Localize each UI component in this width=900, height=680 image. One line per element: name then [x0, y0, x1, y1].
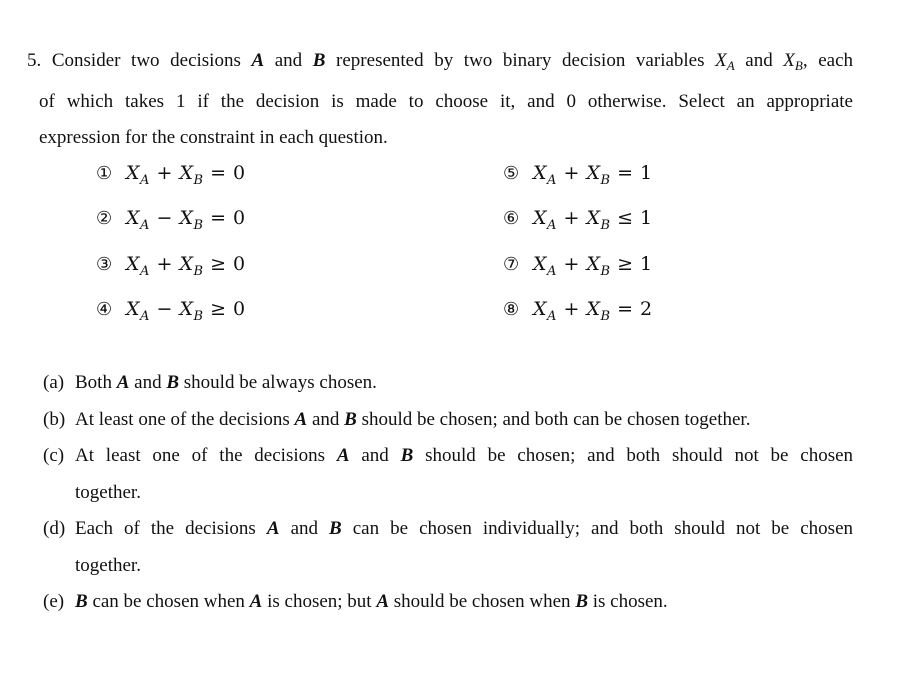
option-number: ⑤ [503, 163, 520, 184]
question-label: (b) [43, 408, 66, 430]
problem-number: 5. [27, 50, 42, 71]
option-number: ⑧ [503, 299, 520, 320]
question-label: (a) [43, 372, 65, 393]
problem-line-1: 5. Consider two decisions A and B represented by two binary decision variables $X_A$ and $X_B$, each [27, 50, 854, 73]
problem-line-2: of which takes 1 if the decision is made to choose it, and 0 otherwise. Select an appropriate [39, 91, 853, 112]
option-7: ⑦ $X_A + X_B \ge 1$ [503, 249, 653, 287]
question-b: (b) At least one of the decisions A and B should be chosen; and both can be chosen together. [43, 402, 853, 439]
question-d: (d) Each of the decisions A and B can be chosen individually; and both should not be chosen together. [43, 511, 853, 584]
option-8: ⑧ $X_A + X_B = 2$ [503, 294, 653, 332]
question-label: (e) [43, 591, 65, 612]
question-e: (e) B can be chosen when A is chosen; but A should be chosen when B is chosen. [43, 584, 853, 621]
question-label: (c) [43, 445, 65, 466]
option-number: ④ [96, 299, 113, 320]
option-4: ④ $X_A - X_B \ge 0$ [96, 294, 246, 332]
option-number: ② [96, 208, 113, 229]
problem-statement [27, 43, 853, 156]
problem-line-3: expression for the constraint in each question. [39, 127, 388, 148]
var-xa: $X_A$ [715, 50, 735, 73]
var-xb: $X_B$ [783, 50, 803, 73]
option-number: ⑥ [503, 208, 520, 229]
option-number: ③ [96, 254, 113, 275]
decision-a: A [251, 50, 265, 71]
question-label: (d) [43, 518, 66, 539]
option-number: ⑦ [503, 254, 520, 275]
question-c: (c) At least one of the decisions A and B should be chosen; and both should not be chosen together. [43, 438, 853, 511]
option-3: ③ $X_A + X_B \ge 0$ [96, 249, 246, 287]
option-1: ① $X_A + X_B = 0$ [96, 158, 246, 196]
option-6: ⑥ $X_A + X_B \le 1$ [503, 203, 653, 241]
option-number: ① [96, 163, 113, 184]
decision-b: B [312, 50, 326, 71]
option-2: ② $X_A - X_B = 0$ [96, 203, 246, 241]
option-5: ⑤ $X_A + X_B = 1$ [503, 158, 653, 196]
question-a: (a) Both A and B should be always chosen. [43, 365, 853, 402]
question-list [43, 365, 853, 621]
